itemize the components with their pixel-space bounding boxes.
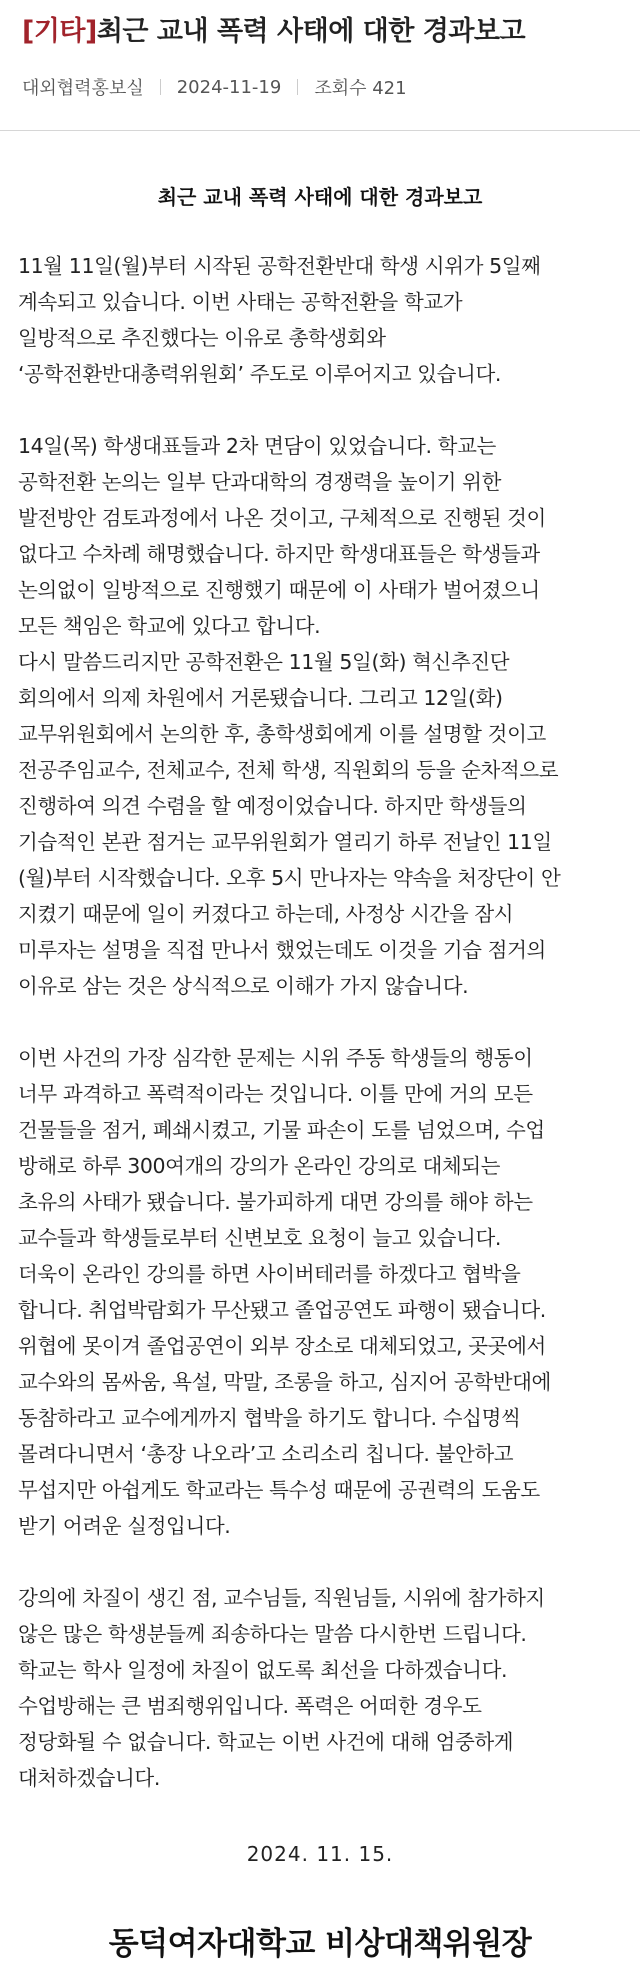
document-heading: 최근 교내 폭력 사태에 대한 경과보고 — [157, 185, 483, 209]
header-divider — [0, 130, 640, 131]
post-body — [0, 181, 640, 1963]
post-views: 조회수 421 — [314, 78, 407, 99]
body-paragraph: 강의에 차질이 생긴 점, 교수님들, 직원님들, 시위에 참가하지 않은 많은 학생분들께 죄송하다는 말씀 다시한번 드립니다. 학교는 학사 일정에 차질이 없도록 최선을 다하겠습니다. 수업방해는 큰 범죄행위입니다. 폭력은 어떠한 경우도 정당화될 수 없습니다. 학교는 이번 사건에 대해 엄중하게 대처하겠습니다. — [18, 1586, 545, 1790]
document-date: 2024. 11. 15. — [246, 1842, 394, 1866]
post-category[interactable]: [기타] — [22, 16, 97, 47]
meta-divider — [160, 79, 161, 95]
paragraph-gap — [18, 1544, 622, 1580]
body-paragraph: 이번 사건의 가장 심각한 문제는 시위 주동 학생들의 행동이 너무 과격하고 폭력적이라는 것입니다. 이틀 만에 거의 모든 건물들을 점거, 폐쇄시켰고, 기물 파손이 도를 넘었으며, 수업 방해로 하루 300여개의 강의가 온라인 강의로 대체되는 초유의 사태가 됐습니다. 불가피하게 대면 강의를 해야 하는 교수들과 학생들로부터 신변보호 요청이 늘고 있습니다. 더욱이 온라인 강의를 하면 사이버테러를 하겠다고 협박을 합니다. 취업박람회가 무산됐고 졸업공연도 파행이 됐습니다. 위협에 못이겨 졸업공연이 외부 장소로 대체되었고, 곳곳에서 교수와의 몸싸움, 욕설, 막말, 조롱을 하고, 심지어 공학반대에 동참하라고 교수에게까지 협박을 하기도 합니다. 수십명씩 몰려다니면서 ‘총장 나오라’고 소리소리 칩니다. 불안하고 무섭지만 아쉽게도 학교라는 특수성 때문에 공권력의 도움도 받기 어려운 실정입니다. — [18, 1046, 551, 1538]
post-author: 대외협력홍보실 — [22, 78, 144, 99]
post-meta — [22, 74, 618, 100]
paragraph-gap — [18, 1004, 622, 1040]
meta-divider — [297, 79, 298, 95]
paragraph-gap — [18, 392, 622, 428]
body-paragraph: 11월 11일(월)부터 시작된 공학전환반대 학생 시위가 5일째 계속되고 있습니다. 이번 사태는 공학전환을 학교가 일방적으로 추진했다는 이유로 총학생회와 ‘공학전환반대총력위원회’ 주도로 이루어지고 있습니다. — [18, 254, 541, 386]
post-header — [0, 0, 640, 100]
document-signature: 동덕여자대학교 비상대책위원장 — [108, 1926, 532, 1962]
post-title — [22, 14, 618, 50]
body-paragraph: 14일(목) 학생대표들과 2차 면담이 있었습니다. 학교는 공학전환 논의는 일부 단과대학의 경쟁력을 높이기 위한 발전방안 검토과정에서 나온 것이고, 구체적으로 진행된 것이 없다고 수차례 해명했습니다. 하지만 학생대표들은 학생들과 논의없이 일방적으로 진행했기 때문에 이 사태가 벌어졌으니 모든 책임은 학교에 있다고 합니다. 다시 말씀드리지만 공학전환은 11월 5일(화) 혁신추진단 회의에서 의제 차원에서 거론됐습니다. 그리고 12일(화) 교무위원회에서 논의한 후, 총학생회에게 이를 설명할 것이고 전공주임교수, 전체교수, 전체 학생, 직원회의 등을 순차적으로 진행하여 의견 수렴을 할 예정이었습니다. 하지만 학생들의 기습적인 본관 점거는 교무위원회가 열리기 하루 전날인 11일 (월)부터 시작했습니다. 오후 5시 만나자는 약속을 처장단이 안 지켰기 때문에 일이 커졌다고 하는데, 사정상 시간을 잠시 미루자는 설명을 직접 만나서 했었는데도 이것을 기습 점거의 이유로 삼는 것은 상식적으로 이해가 가지 않습니다. — [18, 434, 561, 998]
post-date: 2024-11-19 — [176, 76, 282, 98]
post-title-text: 최근 교내 폭력 사태에 대한 경과보고 — [96, 16, 526, 47]
